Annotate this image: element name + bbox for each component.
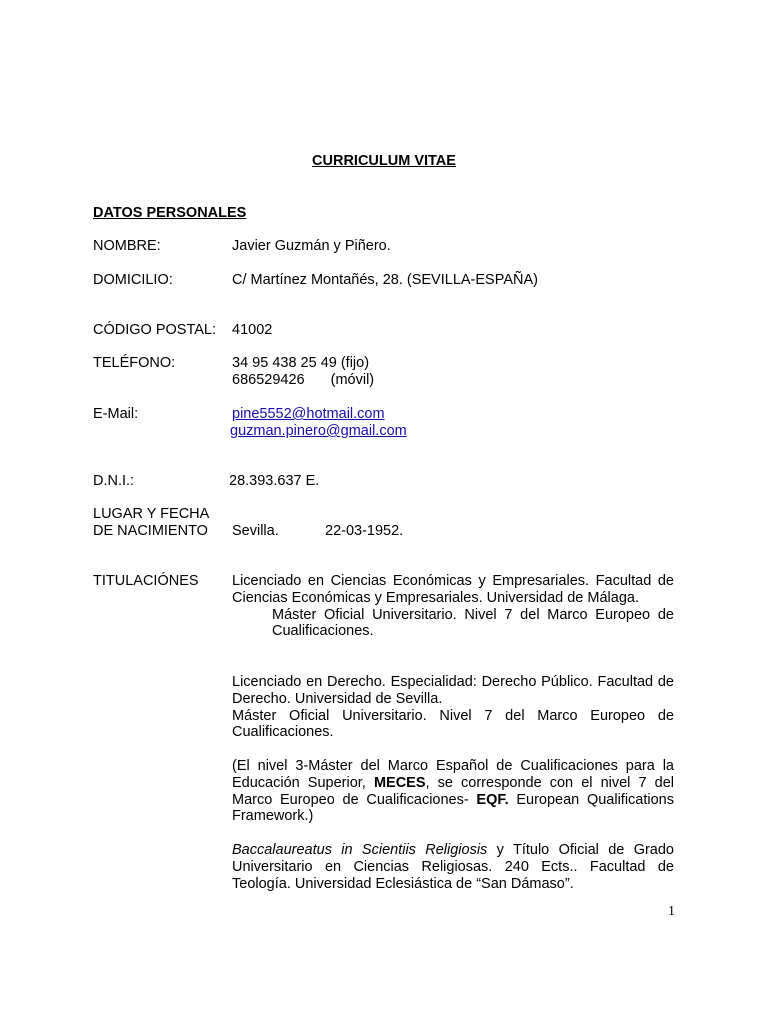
- name-value: Javier Guzmán y Piñero.: [232, 238, 391, 254]
- email-2-text[interactable]: guzman.pinero@gmail.com: [230, 423, 407, 439]
- meces-note-paragraph: [232, 758, 674, 825]
- degree-economics-text: Licenciado en Ciencias Económicas y Empresariales. Facultad de Ciencias Económicas y Empresariales. Universidad de Málaga.: [232, 573, 674, 606]
- degree-law-master-text: Máster Oficial Universitario. Nivel 7 del Marco Europeo de Cualificaciones.: [232, 707, 674, 741]
- birth-date: 22-03-1952.: [325, 523, 404, 539]
- meces-note-part-2: , se corresponde con el nivel 7 del Marco Europeo de Cualificaciones-: [232, 774, 674, 808]
- phone-fixed: 34 95 438 25 49 (fijo): [232, 355, 370, 371]
- degree-religious-text: y Título Oficial de Grado Universitario en Ciencias Religiosas. 240 Ects.. Facultad de Teología. Universidad Eclesiástica de “San Dámaso”.: [232, 842, 674, 892]
- degree-religious-latin: Baccalaureatus in Scientiis Religiosis: [232, 842, 488, 858]
- address-label: DOMICILIO:: [93, 272, 173, 288]
- name-label: NOMBRE:: [93, 238, 161, 254]
- dni-value: 28.393.637 E.: [229, 473, 320, 489]
- email-link-2[interactable]: [230, 423, 407, 440]
- birth-label-line-2: DE NACIMIENTO: [93, 523, 208, 539]
- dni-label: D.N.I.:: [93, 473, 135, 489]
- birth-label-line-1: LUGAR Y FECHA: [93, 506, 210, 522]
- email-link-1[interactable]: [232, 406, 385, 423]
- degrees-label: TITULACIÓNES: [93, 573, 199, 589]
- address-value: C/ Martínez Montañés, 28. (SEVILLA-ESPAÑA): [232, 272, 538, 288]
- section-heading-personal-data: DATOS PERSONALES: [93, 205, 247, 221]
- email-label: E-Mail:: [93, 406, 139, 422]
- degree-law-paragraph: [232, 674, 674, 741]
- meces-acronym: MECES: [373, 774, 426, 791]
- postal-code-label: CÓDIGO POSTAL:: [93, 322, 217, 338]
- document-title: CURRICULUM VITAE: [312, 153, 456, 169]
- meces-note-part-3: European Qualifications Framework.): [232, 791, 674, 825]
- phone-mobile-note: (móvil): [330, 372, 375, 388]
- degree-economics-master-text: Máster Oficial Universitario. Nivel 7 del Marco Europeo de Cualificaciones.: [272, 606, 674, 640]
- phone-mobile: [232, 372, 374, 389]
- phone-label: TELÉFONO:: [93, 355, 176, 371]
- meces-note-part-1: (El nivel 3-Máster del Marco Español de Cualificaciones para la Educación Superior,: [232, 758, 674, 791]
- email-1-text[interactable]: pine5552@hotmail.com: [232, 406, 385, 422]
- degree-religious-paragraph: [232, 842, 674, 892]
- eqf-acronym: EQF.: [476, 791, 509, 808]
- degree-economics-paragraph: [232, 573, 674, 640]
- phone-mobile-number: 686529426: [232, 372, 305, 388]
- page-number: 1: [668, 904, 675, 919]
- postal-code-value: 41002: [232, 322, 273, 338]
- birth-place: Sevilla.: [232, 523, 279, 539]
- degree-law-text: Licenciado en Derecho. Especialidad: Derecho Público. Facultad de Derecho. Universidad de Sevilla.: [232, 674, 674, 707]
